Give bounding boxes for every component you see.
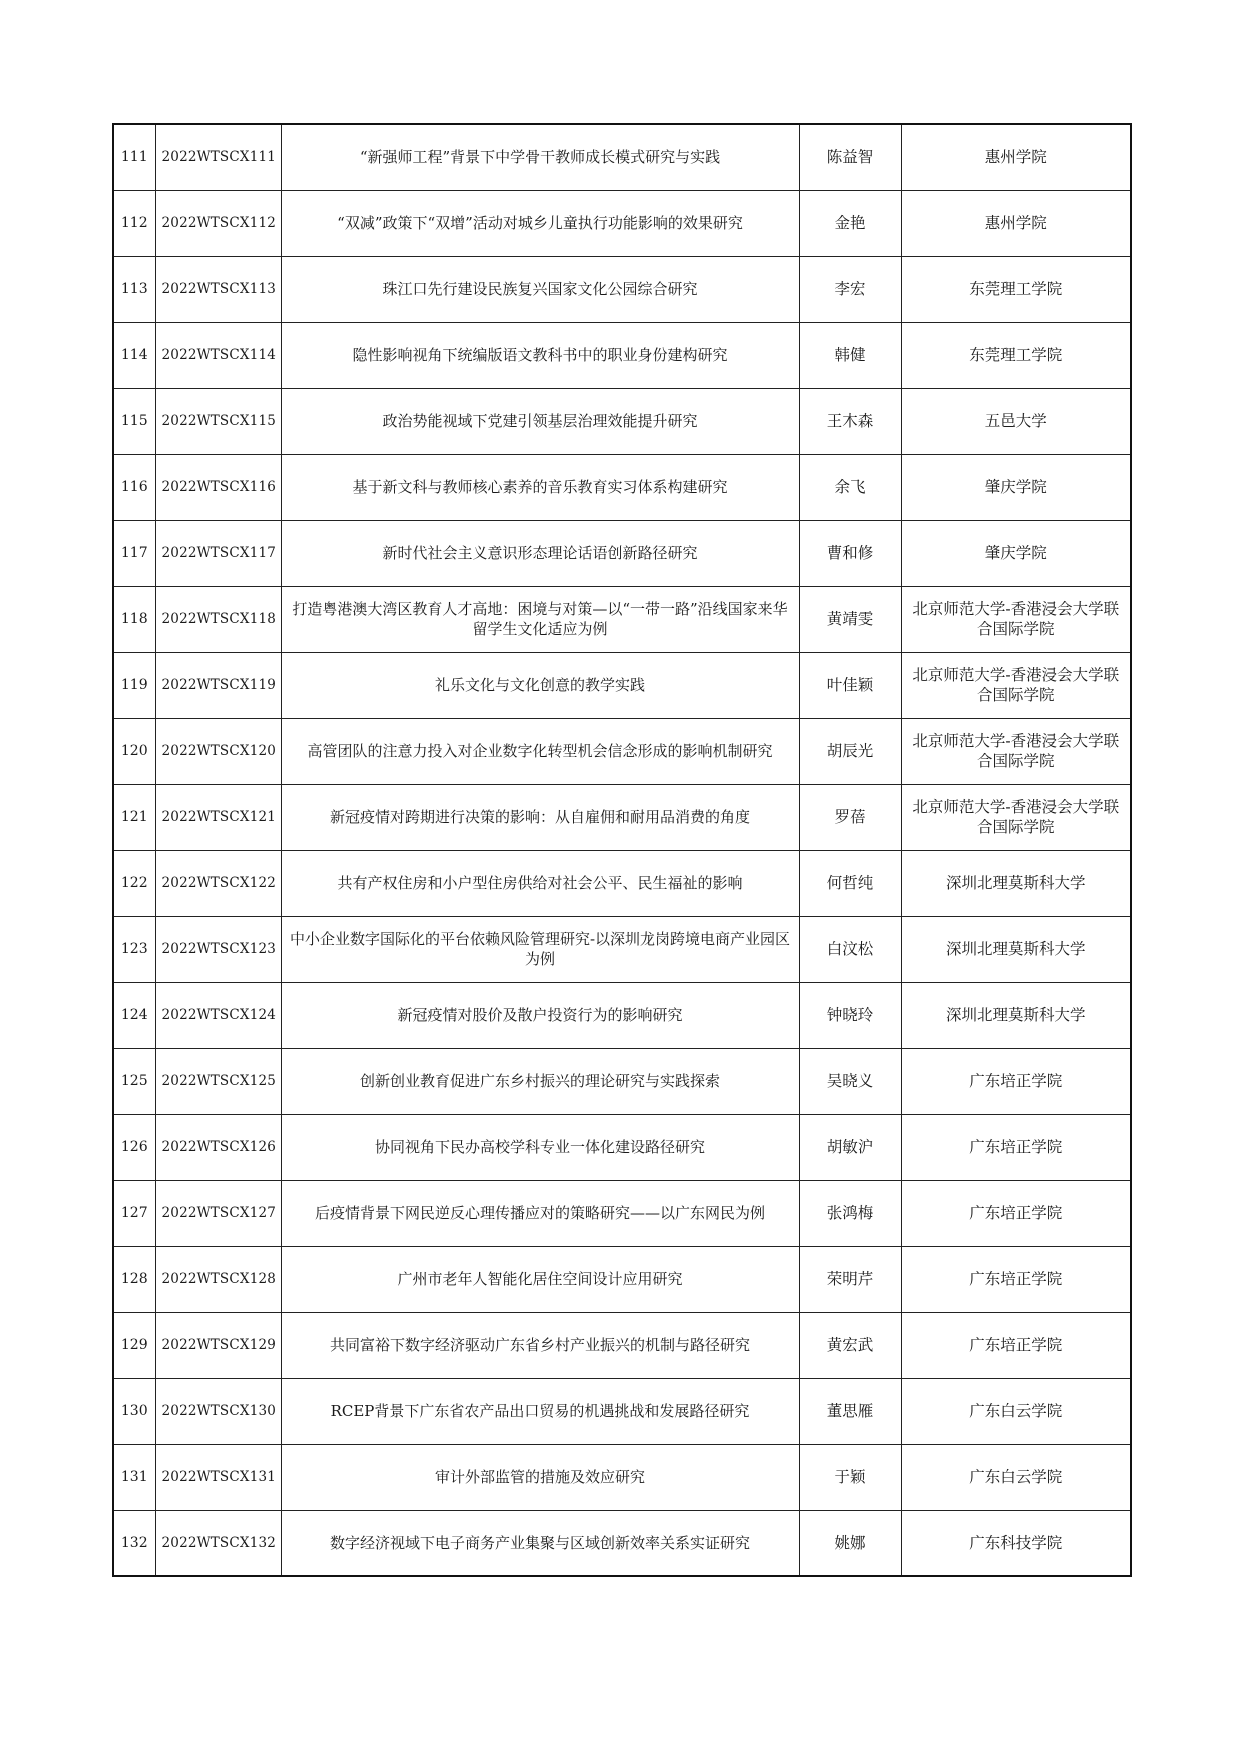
institution: 北京师范大学-香港浸会大学联合国际学院	[901, 784, 1131, 850]
table-row	[113, 1378, 1131, 1444]
institution: 惠州学院	[901, 190, 1131, 256]
project-leader: 姚娜	[799, 1510, 901, 1576]
institution: 深圳北理莫斯科大学	[901, 982, 1131, 1048]
row-number: 118	[113, 586, 155, 652]
project-leader: 韩健	[799, 322, 901, 388]
table-row	[113, 322, 1131, 388]
table-row	[113, 1246, 1131, 1312]
project-title: 新冠疫情对股价及散户投资行为的影响研究	[281, 982, 799, 1048]
table-row	[113, 586, 1131, 652]
row-number: 120	[113, 718, 155, 784]
row-number: 123	[113, 916, 155, 982]
project-leader: 白汶松	[799, 916, 901, 982]
project-leader: 罗蓓	[799, 784, 901, 850]
table-row	[113, 784, 1131, 850]
project-title: 数字经济视域下电子商务产业集聚与区域创新效率关系实证研究	[281, 1510, 799, 1576]
table-row	[113, 1114, 1131, 1180]
institution: 广东白云学院	[901, 1378, 1131, 1444]
project-leader: 黄宏武	[799, 1312, 901, 1378]
institution: 北京师范大学-香港浸会大学联合国际学院	[901, 586, 1131, 652]
institution: 惠州学院	[901, 124, 1131, 190]
table-row	[113, 850, 1131, 916]
project-title: 广州市老年人智能化居住空间设计应用研究	[281, 1246, 799, 1312]
project-title: 政治势能视域下党建引领基层治理效能提升研究	[281, 388, 799, 454]
table-row	[113, 1312, 1131, 1378]
project-code: 2022WTSCX116	[155, 454, 281, 520]
project-leader: 叶佳颖	[799, 652, 901, 718]
project-code: 2022WTSCX111	[155, 124, 281, 190]
row-number: 125	[113, 1048, 155, 1114]
row-number: 124	[113, 982, 155, 1048]
project-code: 2022WTSCX127	[155, 1180, 281, 1246]
project-title: RCEP背景下广东省农产品出口贸易的机遇挑战和发展路径研究	[281, 1378, 799, 1444]
project-leader: 张鸿梅	[799, 1180, 901, 1246]
project-code: 2022WTSCX124	[155, 982, 281, 1048]
institution: 广东白云学院	[901, 1444, 1131, 1510]
institution: 肇庆学院	[901, 520, 1131, 586]
project-code: 2022WTSCX132	[155, 1510, 281, 1576]
project-title: 后疫情背景下网民逆反心理传播应对的策略研究——以广东网民为例	[281, 1180, 799, 1246]
project-code: 2022WTSCX119	[155, 652, 281, 718]
table-row	[113, 454, 1131, 520]
institution: 广东培正学院	[901, 1048, 1131, 1114]
project-title: 新冠疫情对跨期进行决策的影响：从自雇佣和耐用品消费的角度	[281, 784, 799, 850]
project-code: 2022WTSCX112	[155, 190, 281, 256]
project-code: 2022WTSCX113	[155, 256, 281, 322]
institution: 东莞理工学院	[901, 256, 1131, 322]
project-leader: 金艳	[799, 190, 901, 256]
project-title: 打造粤港澳大湾区教育人才高地：困境与对策—以“一带一路”沿线国家来华留学生文化适应为例	[281, 586, 799, 652]
row-number: 117	[113, 520, 155, 586]
project-title: 新时代社会主义意识形态理论话语创新路径研究	[281, 520, 799, 586]
project-title: 共同富裕下数字经济驱动广东省乡村产业振兴的机制与路径研究	[281, 1312, 799, 1378]
project-leader: 胡辰光	[799, 718, 901, 784]
row-number: 128	[113, 1246, 155, 1312]
project-code: 2022WTSCX128	[155, 1246, 281, 1312]
institution: 广东培正学院	[901, 1312, 1131, 1378]
project-code: 2022WTSCX115	[155, 388, 281, 454]
project-title: 基于新文科与教师核心素养的音乐教育实习体系构建研究	[281, 454, 799, 520]
row-number: 114	[113, 322, 155, 388]
table-row	[113, 916, 1131, 982]
table-row	[113, 256, 1131, 322]
institution: 肇庆学院	[901, 454, 1131, 520]
table-row	[113, 190, 1131, 256]
project-title: 珠江口先行建设民族复兴国家文化公园综合研究	[281, 256, 799, 322]
project-code: 2022WTSCX121	[155, 784, 281, 850]
row-number: 116	[113, 454, 155, 520]
row-number: 111	[113, 124, 155, 190]
project-leader: 钟晓玲	[799, 982, 901, 1048]
project-title: 高管团队的注意力投入对企业数字化转型机会信念形成的影响机制研究	[281, 718, 799, 784]
row-number: 126	[113, 1114, 155, 1180]
project-code: 2022WTSCX129	[155, 1312, 281, 1378]
row-number: 115	[113, 388, 155, 454]
table-row	[113, 1048, 1131, 1114]
row-number: 130	[113, 1378, 155, 1444]
project-title: 审计外部监管的措施及效应研究	[281, 1444, 799, 1510]
project-code: 2022WTSCX130	[155, 1378, 281, 1444]
project-code: 2022WTSCX126	[155, 1114, 281, 1180]
project-code: 2022WTSCX114	[155, 322, 281, 388]
table-row	[113, 1180, 1131, 1246]
row-number: 132	[113, 1510, 155, 1576]
institution: 广东培正学院	[901, 1180, 1131, 1246]
table-row	[113, 718, 1131, 784]
project-leader: 胡敏沪	[799, 1114, 901, 1180]
project-title: 协同视角下民办高校学科专业一体化建设路径研究	[281, 1114, 799, 1180]
project-title: 创新创业教育促进广东乡村振兴的理论研究与实践探索	[281, 1048, 799, 1114]
project-code: 2022WTSCX123	[155, 916, 281, 982]
row-number: 131	[113, 1444, 155, 1510]
project-leader: 吴晓义	[799, 1048, 901, 1114]
row-number: 113	[113, 256, 155, 322]
project-leader: 董思雁	[799, 1378, 901, 1444]
project-code: 2022WTSCX122	[155, 850, 281, 916]
row-number: 122	[113, 850, 155, 916]
row-number: 121	[113, 784, 155, 850]
row-number: 112	[113, 190, 155, 256]
table-row	[113, 652, 1131, 718]
table-row	[113, 1444, 1131, 1510]
project-title: 礼乐文化与文化创意的教学实践	[281, 652, 799, 718]
institution: 五邑大学	[901, 388, 1131, 454]
project-code: 2022WTSCX120	[155, 718, 281, 784]
table-row	[113, 982, 1131, 1048]
table-row	[113, 1510, 1131, 1576]
table-row	[113, 520, 1131, 586]
project-title: “新强师工程”背景下中学骨干教师成长模式研究与实践	[281, 124, 799, 190]
institution: 广东培正学院	[901, 1246, 1131, 1312]
project-code: 2022WTSCX118	[155, 586, 281, 652]
institution: 北京师范大学-香港浸会大学联合国际学院	[901, 718, 1131, 784]
row-number: 127	[113, 1180, 155, 1246]
table-body	[113, 124, 1131, 1576]
project-leader: 荣明芹	[799, 1246, 901, 1312]
project-list-table	[112, 123, 1132, 1577]
project-title: “双减”政策下“双增”活动对城乡儿童执行功能影响的效果研究	[281, 190, 799, 256]
project-title: 共有产权住房和小户型住房供给对社会公平、民生福祉的影响	[281, 850, 799, 916]
project-leader: 陈益智	[799, 124, 901, 190]
row-number: 119	[113, 652, 155, 718]
institution: 东莞理工学院	[901, 322, 1131, 388]
row-number: 129	[113, 1312, 155, 1378]
project-title: 中小企业数字国际化的平台依赖风险管理研究-以深圳龙岗跨境电商产业园区为例	[281, 916, 799, 982]
project-leader: 黄靖雯	[799, 586, 901, 652]
project-leader: 曹和修	[799, 520, 901, 586]
institution: 深圳北理莫斯科大学	[901, 916, 1131, 982]
project-code: 2022WTSCX125	[155, 1048, 281, 1114]
project-title: 隐性影响视角下统编版语文教科书中的职业身份建构研究	[281, 322, 799, 388]
project-code: 2022WTSCX131	[155, 1444, 281, 1510]
institution: 北京师范大学-香港浸会大学联合国际学院	[901, 652, 1131, 718]
project-leader: 李宏	[799, 256, 901, 322]
institution: 广东科技学院	[901, 1510, 1131, 1576]
table-row	[113, 124, 1131, 190]
project-code: 2022WTSCX117	[155, 520, 281, 586]
institution: 深圳北理莫斯科大学	[901, 850, 1131, 916]
project-leader: 何哲纯	[799, 850, 901, 916]
institution: 广东培正学院	[901, 1114, 1131, 1180]
project-leader: 王木森	[799, 388, 901, 454]
project-leader: 于颖	[799, 1444, 901, 1510]
project-leader: 余飞	[799, 454, 901, 520]
table-row	[113, 388, 1131, 454]
